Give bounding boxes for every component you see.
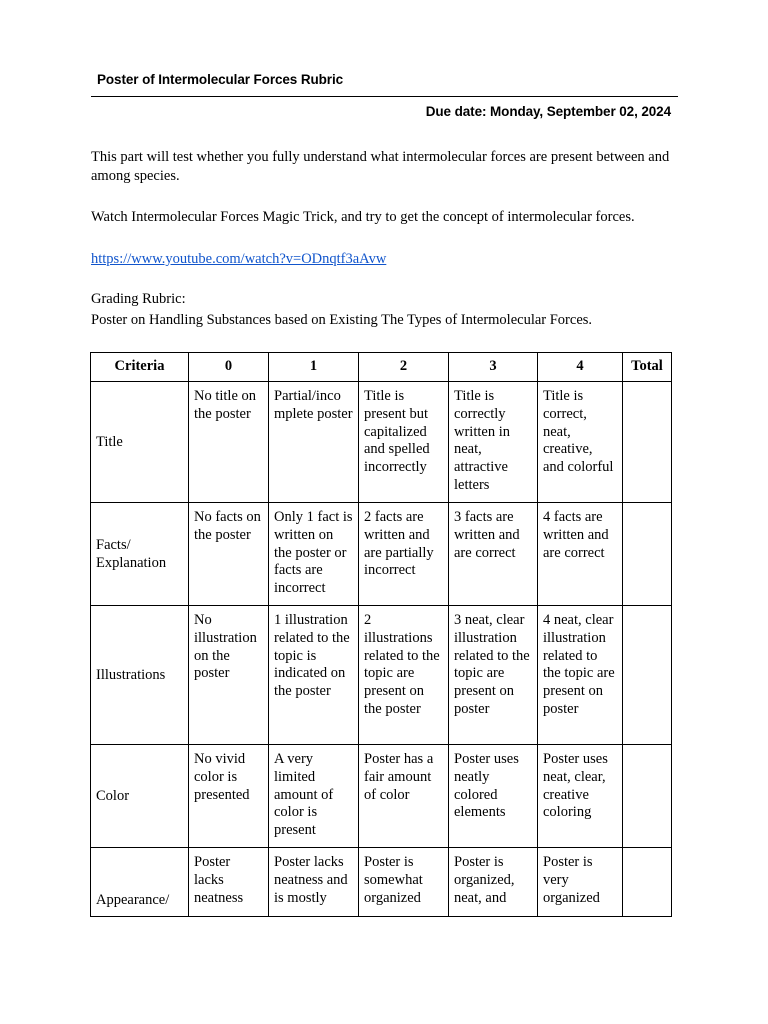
score-cell: Partial/inco mplete poster: [269, 382, 359, 503]
table-row: [91, 745, 672, 848]
score-cell: Title is correctly written in neat, attractive letters: [449, 382, 538, 503]
total-cell: [623, 503, 672, 606]
score-cell: 4 facts are written and are correct: [538, 503, 623, 606]
score-cell: 3 neat, clear illustration related to the topic are present on poster: [449, 606, 538, 745]
total-cell: [623, 745, 672, 848]
score-cell: No vivid color is presented: [189, 745, 269, 848]
title-divider: [91, 96, 678, 97]
header-criteria: Criteria: [91, 353, 189, 382]
score-cell: Poster lacks neatness: [189, 848, 269, 917]
table-header-row: [91, 353, 672, 382]
score-cell: 2 illustrations related to the topic are present on the poster: [359, 606, 449, 745]
score-cell: Poster uses neat, clear, creative coloring: [538, 745, 623, 848]
header-score-0: 0: [189, 353, 269, 382]
score-cell: 3 facts are written and are correct: [449, 503, 538, 606]
rubric-subtitle: Poster on Handling Substances based on Existing The Types of Intermolecular Forces.: [91, 312, 593, 328]
score-cell: No title on the poster: [189, 382, 269, 503]
table-row: [91, 848, 672, 917]
score-cell: Poster is somewhat organized: [359, 848, 449, 917]
table-row: [91, 382, 672, 503]
score-cell: No facts on the poster: [189, 503, 269, 606]
score-cell: Poster uses neatly colored elements: [449, 745, 538, 848]
criteria-cell: Title: [91, 382, 189, 503]
score-cell: 2 facts are written and are partially incorrect: [359, 503, 449, 606]
criteria-cell: Appearance/: [91, 848, 189, 917]
intro-paragraph: This part will test whether you fully understand what intermolecular forces are present between and among species.: [91, 149, 670, 184]
score-cell: A very limited amount of color is present: [269, 745, 359, 848]
rubric-table: [90, 352, 672, 917]
total-cell: [623, 848, 672, 917]
table-row: [91, 503, 672, 606]
score-cell: Poster lacks neatness and is mostly: [269, 848, 359, 917]
score-cell: No illustration on the poster: [189, 606, 269, 745]
total-cell: [623, 382, 672, 503]
criteria-cell: Facts/ Explanation: [91, 503, 189, 606]
score-cell: 1 illustration related to the topic is indicated on the poster: [269, 606, 359, 745]
document-title: Poster of Intermolecular Forces Rubric: [97, 72, 344, 87]
instruction-paragraph: Watch Intermolecular Forces Magic Trick, and try to get the concept of intermolecular forces.: [91, 209, 635, 225]
criteria-cell: Color: [91, 745, 189, 848]
criteria-cell: Illustrations: [91, 606, 189, 745]
score-cell: Poster is very organized: [538, 848, 623, 917]
due-date: Due date: Monday, September 02, 2024: [425, 104, 671, 119]
score-cell: Poster has a fair amount of color: [359, 745, 449, 848]
video-link-paragraph: [91, 250, 681, 269]
header-total: Total: [623, 353, 672, 382]
score-cell: Title is present but capitalized and spelled incorrectly: [359, 382, 449, 503]
score-cell: Title is correct, neat, creative, and colorful: [538, 382, 623, 503]
video-link[interactable]: https://www.youtube.com/watch?v=ODnqtf3aAvw: [91, 251, 387, 267]
rubric-label: Grading Rubric:: [91, 291, 186, 307]
header-score-4: 4: [538, 353, 623, 382]
total-cell: [623, 606, 672, 745]
score-cell: Poster is organized, neat, and: [449, 848, 538, 917]
table-row: [91, 606, 672, 745]
header-score-1: 1: [269, 353, 359, 382]
score-cell: Only 1 fact is written on the poster or facts are incorrect: [269, 503, 359, 606]
header-score-3: 3: [449, 353, 538, 382]
score-cell: 4 neat, clear illustration related to the topic are present on poster: [538, 606, 623, 745]
header-score-2: 2: [359, 353, 449, 382]
